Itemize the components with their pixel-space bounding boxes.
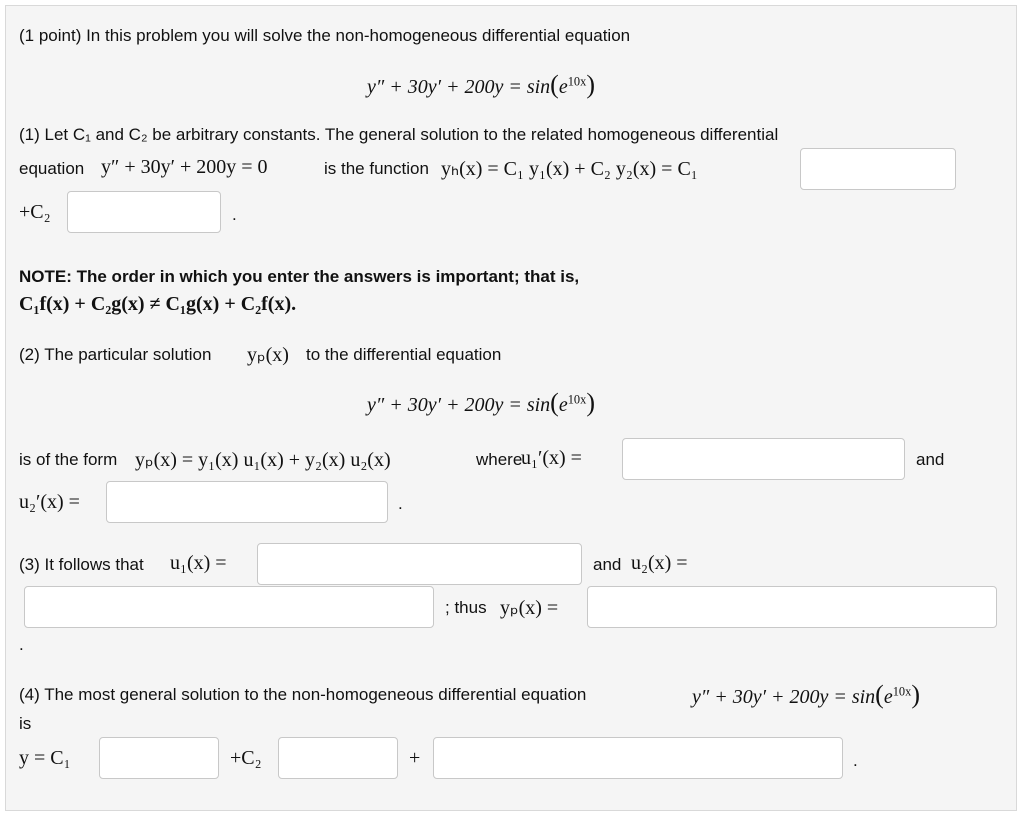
- particular-equation: $y'' + 30y' + 200y = \sin(e^{10x})$: [367, 388, 595, 417]
- homogeneous-equation: y″ + 30y′ + 200y = 0: [101, 156, 268, 178]
- yp-input[interactable]: [587, 586, 997, 628]
- part2-line1-b: to the differential equation: [306, 345, 502, 364]
- plus-label: +: [409, 747, 421, 769]
- period-3: .: [19, 635, 24, 654]
- part2-line1-a: (2) The particular solution: [19, 345, 212, 364]
- and-label-2: and: [593, 555, 622, 574]
- yp-label: yₚ(x): [247, 344, 289, 366]
- u1-input[interactable]: [257, 543, 582, 585]
- form-text-a: is of the form: [19, 450, 118, 469]
- and-label-1: and: [916, 450, 945, 469]
- note-line1: NOTE: The order in which you enter the answers is important; that is,: [19, 267, 580, 286]
- form-math: yₚ(x) = y₁(x) u₁(x) + y₂(x) u₂(x): [135, 449, 391, 471]
- period-1: .: [232, 205, 237, 224]
- u2-label: u₂(x) =: [631, 552, 688, 574]
- general-solution-math: yₕ(x) = C₁ y₁(x) + C₂ y₂(x) = C₁: [441, 158, 698, 180]
- part4-equation: $y'' + 30y' + 200y = \sin(e^{10x})$: [692, 680, 920, 709]
- u1-prime-label: u₁′(x) =: [521, 447, 582, 469]
- equation-lhs: y″ + 30y′ + 200y = sin: [367, 76, 551, 98]
- u2-prime-input[interactable]: [106, 481, 388, 523]
- part1-line1: (1) Let C₁ and C₂ be arbitrary constants. The general solution to the related homogeneous differential: [19, 125, 779, 144]
- c2-coeff-input[interactable]: [278, 737, 398, 779]
- thus-label: ; thus: [445, 598, 487, 617]
- c2-label: +C₂: [19, 201, 51, 223]
- intro-text: (1 point) In this problem you will solve the non-homogeneous differential equation: [19, 26, 631, 45]
- period-2: .: [398, 494, 403, 513]
- period-4: .: [853, 751, 858, 770]
- part3-text: (3) It follows that: [19, 555, 144, 574]
- main-equation: $y'' + 30y' + 200y = \sin(e^{10x})$: [367, 70, 595, 99]
- part4-line1: (4) The most general solution to the non-homogeneous differential equation: [19, 685, 587, 704]
- u1-label: u₁(x) =: [170, 552, 227, 574]
- c2-plus-label: +C₂: [230, 747, 262, 769]
- particular-input[interactable]: [433, 737, 843, 779]
- y-eq-c1: y = C₁: [19, 747, 71, 769]
- answer-y1-input[interactable]: [800, 148, 956, 190]
- u1-prime-input[interactable]: [622, 438, 905, 480]
- u2-input[interactable]: [24, 586, 434, 628]
- answer-y2-input[interactable]: [67, 191, 221, 233]
- c1-coeff-input[interactable]: [99, 737, 219, 779]
- part1-line2-a: equation: [19, 159, 85, 178]
- yp-eq-label: yₚ(x) =: [500, 597, 559, 619]
- is-label: is: [19, 714, 32, 733]
- form-text-b: where: [476, 450, 523, 469]
- note-line2: C₁f(x) + C₂g(x) ≠ C₁g(x) + C₂f(x).: [19, 293, 297, 315]
- part1-line2-b: is the function: [324, 159, 429, 178]
- u2-prime-label: u₂′(x) =: [19, 491, 80, 513]
